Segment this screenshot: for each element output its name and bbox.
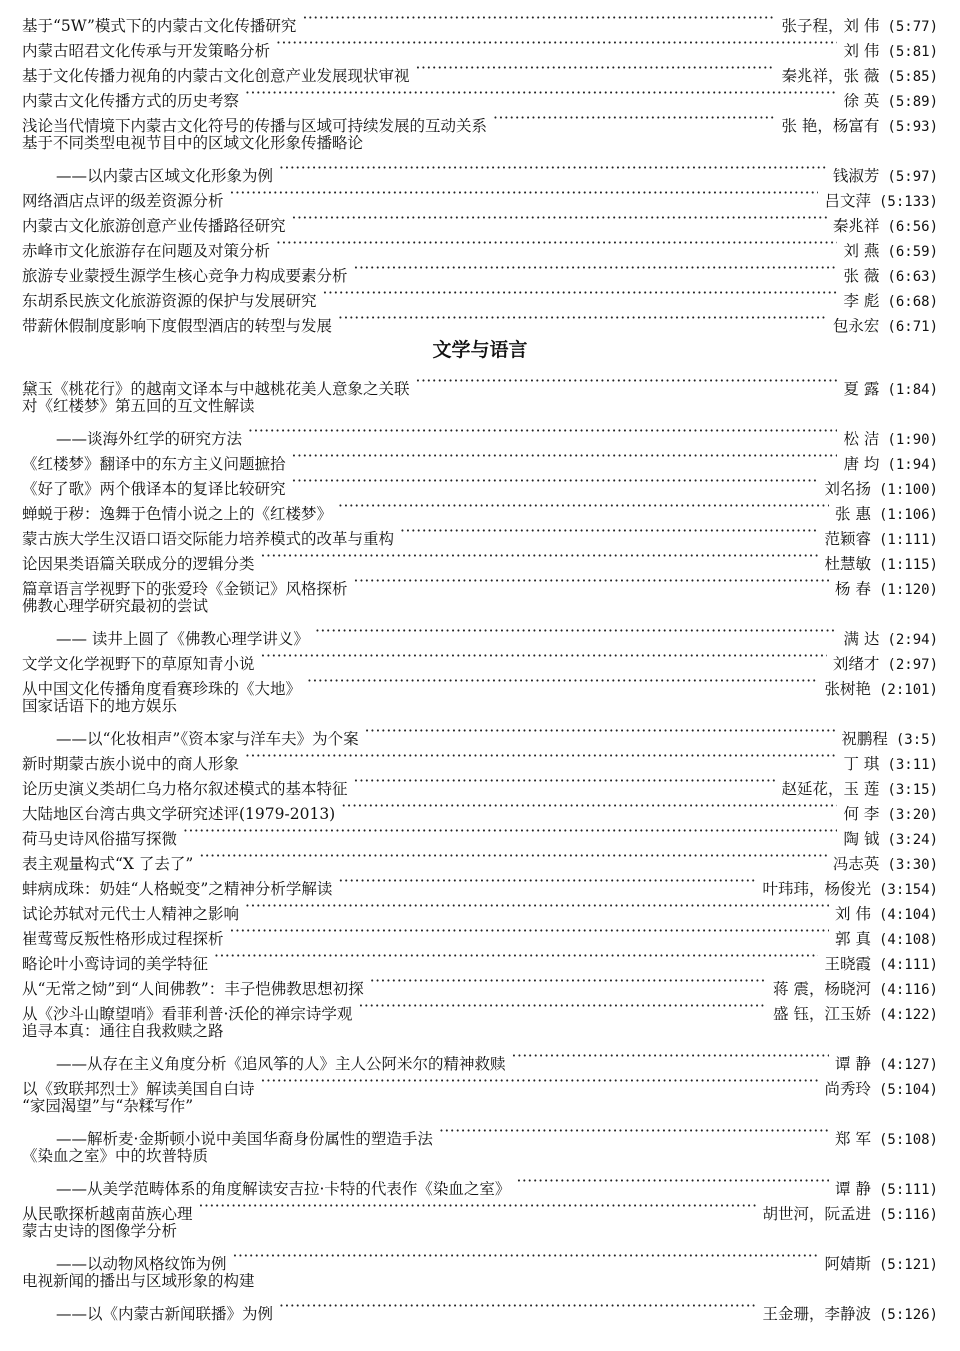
dot-leader bbox=[292, 444, 838, 469]
entry-main-title: 蒙古史诗的图像学分析 bbox=[22, 1222, 178, 1240]
entry-issue-page: (5:111) bbox=[878, 1182, 938, 1198]
entry-author: 杨 春 bbox=[835, 580, 871, 598]
entry-author: 张树艳 bbox=[824, 680, 871, 698]
entry-main-title: 国家话语下的地方娱乐 bbox=[22, 697, 178, 715]
entry-issue-page: (6:71) bbox=[887, 319, 938, 335]
section-title: 文学与语言 bbox=[432, 339, 528, 361]
entry-title: 蝉蜕于秽：逸舞于色情小说之上的《红楼梦》 bbox=[22, 505, 333, 523]
entry-issue-page: (1:120) bbox=[878, 582, 938, 598]
entry-author: 秦兆祥，张 薇 bbox=[781, 67, 880, 85]
entry-title: 赤峰市文化旅游存在问题及对策分析 bbox=[22, 242, 271, 260]
entry-title: 崔莺莺反叛性格形成过程探析 bbox=[22, 930, 224, 948]
dot-leader bbox=[323, 281, 838, 306]
entry-author: 刘绪才 bbox=[832, 655, 880, 673]
dot-leader bbox=[307, 669, 818, 694]
toc-entry bbox=[22, 369, 938, 398]
entry-author: 张子程，刘 伟 bbox=[781, 17, 880, 35]
entry-issue-page: (3:5) bbox=[895, 732, 938, 748]
dot-leader bbox=[400, 519, 818, 544]
dot-leader bbox=[245, 894, 829, 919]
entry-author: 满 达 bbox=[843, 630, 880, 648]
entry-author: 叶玮玮，杨俊光 bbox=[762, 880, 871, 898]
entry-issue-page: (1:106) bbox=[878, 507, 938, 523]
entry-issue-page: (1:100) bbox=[878, 482, 938, 498]
entry-issue-page: (5:77) bbox=[887, 19, 938, 35]
entry-title: 基于文化传播力视角的内蒙古文化创意产业发展现状审视 bbox=[22, 67, 410, 85]
dot-leader bbox=[261, 1069, 819, 1094]
entry-issue-page: (4:108) bbox=[878, 932, 938, 948]
dot-leader bbox=[279, 1294, 756, 1319]
entry-title: 内蒙古文化旅游创意产业传播路径研究 bbox=[22, 217, 286, 235]
entry-title: 基于“5W”模式下的内蒙古文化传播研究 bbox=[22, 17, 297, 35]
entry-author: 王金珊，李静波 bbox=[762, 1305, 871, 1323]
entry-author: 郭 真 bbox=[835, 930, 871, 948]
entry-title: 论历史演义类胡仁乌力格尔叙述模式的基本特征 bbox=[22, 780, 348, 798]
dot-leader bbox=[261, 544, 819, 569]
dot-leader bbox=[370, 969, 767, 994]
toc-entry bbox=[22, 156, 938, 185]
entry-title: 从“无常之恸”到“人间佛教”：丰子恺佛教思想初探 bbox=[22, 980, 364, 998]
dot-leader bbox=[358, 994, 767, 1019]
entry-issue-page: (4:127) bbox=[878, 1057, 938, 1073]
dot-leader bbox=[214, 944, 818, 969]
entry-author: 盛 钰，江玉娇 bbox=[773, 1005, 871, 1023]
entry-issue-page: (5:81) bbox=[887, 44, 938, 60]
toc-entry bbox=[22, 1169, 938, 1198]
entry-author: 范颖睿 bbox=[824, 530, 871, 548]
entry-issue-page: (1:115) bbox=[878, 557, 938, 573]
entry-author: 李 彪 bbox=[843, 292, 880, 310]
entry-issue-page: (2:97) bbox=[887, 657, 938, 673]
dot-leader bbox=[183, 819, 837, 844]
entry-issue-page: (1:84) bbox=[887, 382, 938, 398]
dot-leader bbox=[354, 256, 838, 281]
entry-title: 篇章语言学视野下的张爱玲《金锁记》风格探析 bbox=[22, 580, 348, 598]
entry-issue-page: (6:56) bbox=[887, 219, 938, 235]
entry-title: 试论苏轼对元代士人精神之影响 bbox=[22, 905, 240, 923]
entry-issue-page: (5:104) bbox=[878, 1082, 938, 1098]
entry-issue-page: (1:111) bbox=[878, 532, 938, 548]
entry-issue-page: (3:11) bbox=[887, 757, 938, 773]
entry-author: 蒋 震，杨晓河 bbox=[773, 980, 871, 998]
toc-entry bbox=[22, 719, 938, 748]
entry-title: 网络酒店点评的级差资源分析 bbox=[22, 192, 224, 210]
dot-leader bbox=[512, 1044, 830, 1069]
entry-title: 内蒙古昭君文化传承与开发策略分析 bbox=[22, 42, 271, 60]
dot-leader bbox=[230, 181, 819, 206]
entry-author: 刘 伟 bbox=[843, 42, 880, 60]
entry-author: 张 艳，杨富有 bbox=[781, 117, 880, 135]
entry-title: 略论叶小鸾诗词的美学特征 bbox=[22, 955, 209, 973]
entry-issue-page: (3:24) bbox=[887, 832, 938, 848]
dot-leader bbox=[341, 794, 837, 819]
entry-author: 何 李 bbox=[843, 805, 880, 823]
entry-title: 从中国文化传播角度看赛珍珠的《大地》 bbox=[22, 680, 302, 698]
dot-leader bbox=[245, 81, 837, 106]
entry-main-title: 追寻本真：通往自我救赎之路 bbox=[22, 1022, 224, 1040]
entry-issue-page: (5:116) bbox=[878, 1207, 938, 1223]
entry-main-title: 对《红楼梦》第五回的互文性解读 bbox=[22, 397, 255, 415]
dot-leader bbox=[276, 231, 837, 256]
entry-title: 带薪休假制度影响下度假型酒店的转型与发展 bbox=[22, 317, 333, 335]
dot-leader bbox=[245, 744, 837, 769]
entry-issue-page: (5:126) bbox=[878, 1307, 938, 1323]
entry-title: 《红楼梦》翻译中的东方主义问题摭拾 bbox=[22, 455, 286, 473]
entry-subtitle: ——从存在主义角度分析《追风筝的人》主人公阿米尔的精神救赎 bbox=[56, 1055, 506, 1073]
entry-author: 刘 伟 bbox=[835, 905, 871, 923]
entry-title: 旅游专业蒙授生源学生核心竞争力构成要素分析 bbox=[22, 267, 348, 285]
entry-author: 阿婧斯 bbox=[824, 1255, 871, 1273]
entry-title: 东胡系民族文化旅游资源的保护与发展研究 bbox=[22, 292, 317, 310]
entry-title: 论因果类语篇关联成分的逻辑分类 bbox=[22, 555, 255, 573]
entry-title: 大陆地区台湾古典文学研究述评(1979-2013) bbox=[22, 805, 336, 823]
dot-leader bbox=[416, 369, 838, 394]
dot-leader bbox=[338, 306, 827, 331]
entry-author: 胡世河，阮孟进 bbox=[762, 1205, 871, 1223]
entry-issue-page: (3:30) bbox=[887, 857, 938, 873]
entry-author: 谭 静 bbox=[835, 1180, 871, 1198]
entry-author: 郑 军 bbox=[835, 1130, 871, 1148]
dot-leader bbox=[261, 644, 827, 669]
entry-issue-page: (5:108) bbox=[878, 1132, 938, 1148]
culture-section-list bbox=[22, 6, 938, 335]
entry-author: 刘 燕 bbox=[843, 242, 880, 260]
entry-main-title: 电视新闻的播出与区域形象的构建 bbox=[22, 1272, 255, 1290]
entry-author: 王晓霞 bbox=[824, 955, 871, 973]
entry-title: 文学文化学视野下的草原知青小说 bbox=[22, 655, 255, 673]
entry-issue-page: (5:133) bbox=[878, 194, 938, 210]
entry-issue-page: (2:94) bbox=[887, 632, 938, 648]
entry-author: 赵延花，玉 莲 bbox=[781, 780, 880, 798]
entry-issue-page: (5:121) bbox=[878, 1257, 938, 1273]
entry-title: 以《致联邦烈士》解读美国自白诗 bbox=[22, 1080, 255, 1098]
entry-author: 尚秀玲 bbox=[824, 1080, 871, 1098]
entry-author: 徐 英 bbox=[843, 92, 880, 110]
dot-leader bbox=[354, 769, 776, 794]
entry-issue-page: (6:59) bbox=[887, 244, 938, 260]
dot-leader bbox=[493, 106, 775, 131]
dot-leader bbox=[338, 494, 829, 519]
entry-subtitle: —— 读井上圆了《佛教心理学讲义》 bbox=[56, 630, 309, 648]
entry-issue-page: (4:116) bbox=[878, 982, 938, 998]
entry-main-title: 基于不同类型电视节目中的区域文化形象传播略论 bbox=[22, 134, 364, 152]
dot-leader bbox=[230, 919, 830, 944]
dot-leader bbox=[199, 844, 827, 869]
entry-title: 蒙古族大学生汉语口语交际能力培养模式的改革与重构 bbox=[22, 530, 395, 548]
entry-issue-page: (3:154) bbox=[878, 882, 938, 898]
dot-leader bbox=[292, 206, 827, 231]
dot-leader bbox=[233, 1244, 819, 1269]
entry-title: 内蒙古文化传播方式的历史考察 bbox=[22, 92, 240, 110]
entry-issue-page: (1:90) bbox=[887, 432, 938, 448]
dot-leader bbox=[248, 419, 837, 444]
entry-title: 荷马史诗风俗描写探微 bbox=[22, 830, 178, 848]
entry-issue-page: (4:111) bbox=[878, 957, 938, 973]
literature-section-list bbox=[22, 369, 938, 1323]
dot-leader bbox=[302, 6, 775, 31]
entry-author: 松 洁 bbox=[843, 430, 880, 448]
dot-leader bbox=[439, 1119, 829, 1144]
entry-author: 谭 静 bbox=[835, 1055, 871, 1073]
entry-issue-page: (3:15) bbox=[887, 782, 938, 798]
entry-subtitle: ——以内蒙古区域文化形象为例 bbox=[56, 167, 274, 185]
entry-author: 钱淑芳 bbox=[832, 167, 880, 185]
entry-author: 丁 琪 bbox=[843, 755, 880, 773]
dot-leader bbox=[279, 156, 827, 181]
entry-subtitle: ——解析麦·金斯顿小说中美国华裔身份属性的塑造手法 bbox=[56, 1130, 433, 1148]
entry-issue-page: (1:94) bbox=[887, 457, 938, 473]
entry-issue-page: (5:85) bbox=[887, 69, 938, 85]
entry-title: 新时期蒙古族小说中的商人形象 bbox=[22, 755, 240, 773]
toc-entry bbox=[22, 619, 938, 648]
entry-title: 表主观量构式“X 了去了” bbox=[22, 855, 194, 873]
entry-author: 张 薇 bbox=[843, 267, 880, 285]
entry-subtitle: ——以《内蒙古新闻联播》为例 bbox=[56, 1305, 274, 1323]
entry-author: 唐 均 bbox=[843, 455, 880, 473]
entry-author: 包永宏 bbox=[832, 317, 880, 335]
toc-entry bbox=[22, 1244, 938, 1273]
dot-leader bbox=[199, 1194, 757, 1219]
dot-leader bbox=[416, 56, 776, 81]
entry-issue-page: (6:68) bbox=[887, 294, 938, 310]
entry-issue-page: (2:101) bbox=[878, 682, 938, 698]
entry-subtitle: ——谈海外红学的研究方法 bbox=[56, 430, 243, 448]
entry-issue-page: (5:93) bbox=[887, 119, 938, 135]
entry-subtitle: ——以动物风格纹饰为例 bbox=[56, 1255, 227, 1273]
dot-leader bbox=[276, 31, 837, 56]
entry-author: 张 惠 bbox=[835, 505, 871, 523]
dot-leader bbox=[338, 869, 756, 894]
entry-issue-page: (4:122) bbox=[878, 1007, 938, 1023]
entry-title: 《好了歌》两个俄译本的复译比较研究 bbox=[22, 480, 286, 498]
entry-title: 黛玉《桃花行》的越南文译本与中越桃花美人意象之关联 bbox=[22, 380, 410, 398]
entry-title: 从《沙斗山瞭望哨》看菲利普·沃伦的禅宗诗学观 bbox=[22, 1005, 353, 1023]
entry-author: 祝鹏程 bbox=[841, 730, 888, 748]
dot-leader bbox=[354, 569, 830, 594]
entry-subtitle: ——以“化妆相声”《资本家与洋车夫》为个案 bbox=[56, 730, 359, 748]
dot-leader bbox=[516, 1169, 829, 1194]
entry-title: 蚌病成珠：奶娃“人格蜕变”之精神分析学解读 bbox=[22, 880, 333, 898]
entry-issue-page: (3:20) bbox=[887, 807, 938, 823]
entry-main-title: “家园渴望”与“杂糅写作” bbox=[22, 1097, 194, 1115]
entry-issue-page: (5:97) bbox=[887, 169, 938, 185]
entry-title: 浅论当代情境下内蒙古文化符号的传播与区域可持续发展的互动关系 bbox=[22, 117, 488, 135]
toc-entry bbox=[22, 6, 938, 35]
entry-issue-page: (4:104) bbox=[878, 907, 938, 923]
entry-author: 刘名扬 bbox=[824, 480, 871, 498]
entry-author: 吕文萍 bbox=[824, 192, 871, 210]
dot-leader bbox=[292, 469, 819, 494]
entry-subtitle: ——从美学范畴体系的角度解读安吉拉·卡特的代表作《染血之室》 bbox=[56, 1180, 511, 1198]
entry-author: 杜慧敏 bbox=[824, 555, 871, 573]
entry-author: 冯志英 bbox=[832, 855, 880, 873]
entry-title: 从民歌探析越南苗族心理 bbox=[22, 1205, 193, 1223]
entry-author: 陶 钺 bbox=[843, 830, 880, 848]
entry-author: 秦兆祥 bbox=[832, 217, 880, 235]
dot-leader bbox=[315, 619, 838, 644]
toc-entry bbox=[22, 1294, 938, 1323]
entry-main-title: 佛教心理学研究最初的尝试 bbox=[22, 597, 209, 615]
toc-entry bbox=[22, 1119, 938, 1148]
entry-issue-page: (5:89) bbox=[887, 94, 938, 110]
toc-entry bbox=[22, 1044, 938, 1073]
dot-leader bbox=[365, 719, 836, 744]
entry-main-title: 《染血之室》中的坎普特质 bbox=[22, 1147, 209, 1165]
entry-issue-page: (6:63) bbox=[887, 269, 938, 285]
toc-entry bbox=[22, 419, 938, 448]
entry-author: 夏 露 bbox=[843, 380, 880, 398]
